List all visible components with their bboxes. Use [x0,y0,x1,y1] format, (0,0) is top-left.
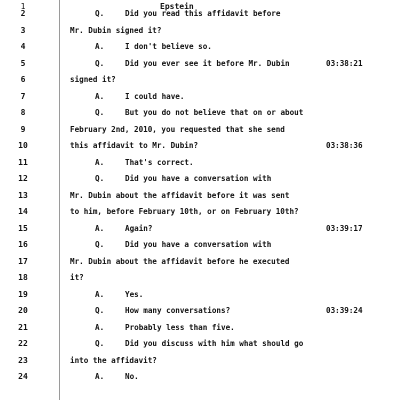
timestamp: 03:39:17 [326,223,363,233]
line-number: 23 [18,355,28,365]
testimony-text: Mr. Dubin signed it? [70,25,162,35]
line-text [95,105,303,122]
speaker-label: A. [95,42,105,51]
testimony-text: Did you have a conversation with [125,174,272,183]
testimony-text: Again? [125,223,153,233]
line-text [95,56,290,73]
line-number: 16 [18,240,28,249]
transcript-line [0,56,400,73]
testimony-text: No. [125,372,139,381]
transcript-line [0,303,400,320]
transcript-line [0,320,400,337]
line-text [95,89,184,106]
line-text [70,138,198,155]
line-text [70,254,289,271]
transcript-line [0,105,400,122]
testimony-text: February 2nd, 2010, you requested that she send [70,124,285,134]
timestamp: 03:39:24 [326,306,363,315]
speaker-label: Q. [95,108,105,117]
transcript-line [0,122,400,139]
speaker-label: A. [95,223,105,233]
witness-name: Epstein [160,2,194,11]
line-number: 13 [18,190,28,200]
line-text [95,237,271,254]
line-number: 18 [18,273,28,282]
transcript-line [0,270,400,287]
transcript-line [0,138,400,155]
transcript-line [0,171,400,188]
line-text [70,353,157,370]
testimony-text: Mr. Dubin about the affidavit before he executed [70,256,290,266]
speaker-label: Q. [95,174,105,183]
line-number: 5 [20,58,26,68]
testimony-text: this affidavit to Mr. Dubin? [70,141,199,150]
line-text [95,155,194,172]
line-number: 3 [20,25,26,35]
line-text [95,221,152,238]
line-number: 12 [18,174,28,183]
speaker-label: Q. [95,339,105,348]
testimony-text: Mr. Dubin about the affidavit before it was sent [70,190,290,200]
line-text [70,23,161,40]
testimony-text: I could have. [125,91,185,101]
line-number: 17 [18,256,28,266]
line-number: 11 [18,157,28,167]
line-text [95,303,230,320]
speaker-label: A. [95,289,105,299]
testimony-text: Did you read this affidavit before [125,9,281,18]
transcript-line [0,39,400,56]
speaker-label: A. [95,322,105,332]
transcript-line [0,336,400,353]
line-text [95,6,280,23]
header-line-number: 1 [20,2,26,11]
speaker-label: Q. [95,240,105,249]
line-text [95,171,271,188]
line-number: 15 [18,223,28,233]
line-number: 21 [18,322,28,332]
transcript-line [0,237,400,254]
testimony-text: it? [70,273,84,282]
line-text [70,122,285,139]
speaker-label: Q. [95,306,105,315]
speaker-label: Q. [95,58,105,68]
transcript-line [0,188,400,205]
testimony-text: How many conversations? [125,306,231,315]
line-text [70,188,289,205]
transcript-line [0,369,400,386]
testimony-text: Did you ever see it before Mr. Dubin [125,58,290,68]
line-text [70,72,116,89]
line-number: 19 [18,289,28,299]
testimony-text: to him, before February 10th, or on February 10th? [70,207,299,216]
speaker-label: A. [95,91,105,101]
testimony-text: Probably less than five. [125,322,235,332]
transcript-line [0,254,400,271]
speaker-label: A. [95,157,105,167]
line-number: 4 [20,42,26,51]
speaker-label: A. [95,372,105,381]
line-number: 6 [20,75,26,84]
transcript-line [0,23,400,40]
testimony-text: I don't believe so. [125,42,212,51]
line-number: 24 [18,372,28,381]
line-text [95,336,303,353]
transcript-line [0,353,400,370]
timestamp: 03:38:21 [326,58,363,68]
line-text [95,287,143,304]
transcript-line [0,89,400,106]
line-number: 14 [18,207,28,216]
line-text [70,204,299,221]
transcript-lines [0,6,400,386]
line-number: 8 [20,108,26,117]
line-number: 10 [18,141,28,150]
testimony-text: Did you have a conversation with [125,240,272,249]
line-number: 7 [20,91,26,101]
testimony-text: into the affidavit? [70,355,157,365]
line-text [95,369,139,386]
line-number: 9 [20,124,26,134]
line-text [95,320,235,337]
testimony-text: signed it? [70,75,116,84]
transcript-line [0,72,400,89]
transcript-line [0,287,400,304]
line-number: 2 [20,9,26,18]
line-text [70,270,84,287]
testimony-text: Yes. [125,289,144,299]
line-number: 22 [18,339,28,348]
transcript-line [0,221,400,238]
testimony-text: But you do not believe that on or about [125,108,304,117]
transcript-line [0,155,400,172]
testimony-text: That's correct. [125,157,194,167]
transcript-line [0,204,400,221]
transcript-line [0,6,400,23]
testimony-text: Did you discuss with him what should go [125,339,304,348]
timestamp: 03:38:36 [326,141,363,150]
line-number: 20 [18,306,28,315]
line-text [95,39,212,56]
speaker-label: Q. [95,9,105,18]
